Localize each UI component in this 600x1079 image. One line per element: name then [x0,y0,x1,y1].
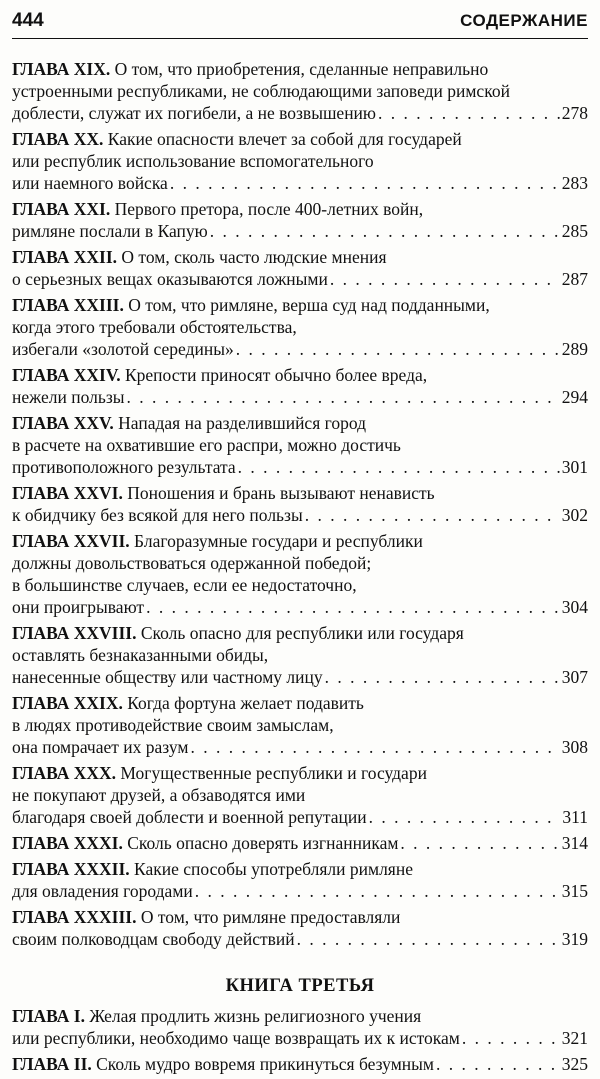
dot-leader [400,832,559,854]
chapter-title-text: Крепости приносят обычно более вреда, [124,365,428,385]
page-reference: 278 [561,103,588,123]
dot-leader [325,666,560,688]
toc-entry-line [12,858,588,880]
dot-leader [305,504,560,526]
chapter-title-text: в большинстве случаев, если ее недостаточно, [12,575,357,595]
page-reference: 304 [561,597,588,617]
chapter-title-text: или республик использование вспомогательного [12,151,374,171]
toc-entry-line [12,246,588,268]
chapter-title-text: благодаря своей доблести и военной репутации [12,807,367,827]
toc-entry [12,246,588,290]
toc-entry [12,906,588,950]
toc-entry-line [12,1005,588,1027]
page-reference: 321 [561,1028,588,1048]
toc-entry-line [12,784,588,806]
toc-entry [12,832,588,854]
toc-entry-line [12,482,588,504]
chapter-title-text: доблести, служат их погибели, а не возвышению [12,103,376,123]
chapter-label: ГЛАВА II. [12,1054,92,1074]
dot-leader [238,456,560,478]
dot-leader [195,880,560,902]
chapter-label: ГЛАВА XXI. [12,199,111,219]
chapter-label: ГЛАВА XXX. [12,763,117,783]
toc-entry [12,198,588,242]
toc-entry-line [12,504,588,526]
dot-leader [236,338,560,360]
toc-entry-line [12,268,588,290]
toc-entry [12,530,588,618]
chapter-title-text: О том, что римляне предоставляли [140,907,401,927]
chapter-title-text: римляне послали в Капую [12,221,208,241]
page-reference: 302 [561,505,588,525]
toc-entry-line [12,928,588,950]
chapter-title-text: должны довольствоваться одержанной победой; [12,553,372,573]
toc-entry-line [12,880,588,902]
page-reference: 289 [561,339,588,359]
dot-leader [127,386,560,408]
toc-entry-line [12,806,588,828]
chapter-label: ГЛАВА XXVI. [12,483,123,503]
toc-entry-line [12,338,588,360]
chapter-title-text: Благоразумные государи и республики [134,531,423,551]
dot-leader [378,102,560,124]
toc-entry [12,692,588,758]
chapter-title-text: когда этого требовали обстоятельства, [12,317,297,337]
toc-entry-line [12,666,588,688]
chapter-label: ГЛАВА XXXII. [12,859,130,879]
toc-entries-book-three [12,1005,588,1075]
toc-entry-line [12,150,588,172]
chapter-title-text: или республики, необходимо чаще возвращать их к истокам [12,1028,460,1048]
page-reference: 325 [561,1054,588,1074]
running-head: СОДЕРЖАНИЕ [460,11,588,30]
chapter-label: ГЛАВА XXVIII. [12,623,137,643]
dot-leader [190,736,559,758]
chapter-title-text: О том, что приобретения, сделанные неправильно [114,59,489,79]
toc-entry-line [12,412,588,434]
toc-entry-line [12,552,588,574]
toc-entry-line [12,1027,588,1049]
chapter-title-text: к обидчику без всякой для него пользы [12,505,303,525]
toc-entry-line [12,456,588,478]
toc-entry-line [12,80,588,102]
toc-entry-line [12,530,588,552]
toc-entry-line [12,644,588,666]
toc-entry-line [12,714,588,736]
page-reference: 294 [561,387,588,407]
chapter-title-text: или наемного войска [12,173,168,193]
chapter-title-text: устроенными республиками, не соблюдающими заповеди римской [12,81,510,101]
toc-entries [12,58,588,950]
chapter-label: ГЛАВА XXIII. [12,295,124,315]
chapter-title-text: Желая продлить жизнь религиозного учения [89,1006,422,1026]
dot-leader [146,596,560,618]
toc-entry-line [12,128,588,150]
toc-entry-line [12,220,588,242]
toc-entry [12,58,588,124]
dot-leader [297,928,560,950]
page-header [12,10,588,32]
chapter-title-text: Когда фортуна желает подавить [127,693,364,713]
toc-entry-line [12,1053,588,1075]
chapter-title-text: Нападая на разделившийся город [118,413,367,433]
toc-entry-line [12,102,588,124]
toc-entry-line [12,692,588,714]
chapter-title-text: не покупают друзей, а обзаводятся ими [12,785,306,805]
toc-entry [12,412,588,478]
chapter-label: ГЛАВА XXXI. [12,833,123,853]
header-rule [12,38,588,39]
page-reference: 285 [561,221,588,241]
chapter-title-text: оставлять безнаказанными обиды, [12,645,269,665]
toc-entry [12,128,588,194]
toc-entry [12,482,588,526]
chapter-title-text: о серьезных вещах оказываются ложными [12,269,328,289]
chapter-title-text: они проигрывают [12,597,145,617]
page-reference: 314 [561,833,588,853]
chapter-title-text: Какие способы употребляли римляне [134,859,413,879]
chapter-label: ГЛАВА XXIX. [12,693,123,713]
toc-entry-line [12,364,588,386]
page-reference: 283 [561,173,588,193]
page-number: 444 [12,10,44,31]
toc-entry [12,1053,588,1075]
page-reference: 311 [562,807,588,827]
chapter-title-text: избегали «золотой середины» [12,339,234,359]
toc-entry [12,1005,588,1049]
toc-entry-line [12,832,588,854]
chapter-label: ГЛАВА XX. [12,129,104,149]
toc-entry-line [12,294,588,316]
dot-leader [170,172,560,194]
toc-entry-line [12,596,588,618]
page-reference: 287 [561,269,588,289]
chapter-title-text: в расчете на охватившие его распри, можно достичь [12,435,401,455]
chapter-label: ГЛАВА XXII. [12,247,118,267]
toc-entry-line [12,198,588,220]
chapter-title-text: О том, сколь часто людские мнения [121,247,387,267]
dot-leader [330,268,560,290]
chapter-label: ГЛАВА XXIV. [12,365,121,385]
chapter-title-text: нанесенные обществу или частному лицу [12,667,323,687]
dot-leader [462,1027,560,1049]
page-reference: 319 [561,929,588,949]
chapter-title-text: для овладения городами [12,881,193,901]
chapter-title-text: Могущественные республики и государи [120,763,427,783]
chapter-label: ГЛАВА XIX. [12,59,111,79]
chapter-label: ГЛАВА XXVII. [12,531,130,551]
chapter-title-text: Первого претора, после 400-летних войн, [114,199,424,219]
page-reference: 308 [561,737,588,757]
toc-entry-line [12,316,588,338]
chapter-title-text: Какие опасности влечет за собой для государей [107,129,462,149]
chapter-title-text: Сколь опасно доверять изгнанникам [127,833,399,853]
chapter-title-text: нежели пользы [12,387,125,407]
chapter-title-text: она помрачает их разум [12,737,189,757]
chapter-title-text: О том, что римляне, верша суд над подданными, [128,295,490,315]
toc-entry-line [12,574,588,596]
toc-entry [12,762,588,828]
toc-entry-line [12,58,588,80]
chapter-label: ГЛАВА I. [12,1006,85,1026]
toc-entry-line [12,434,588,456]
toc-entry [12,294,588,360]
toc-entry-line [12,622,588,644]
dot-leader [369,806,561,828]
page-reference: 301 [561,457,588,477]
chapter-title-text: своим полководцам свободу действий [12,929,295,949]
book-three-title: КНИГА ТРЕТЬЯ [225,976,375,996]
toc-entry [12,858,588,902]
toc-entry-line [12,736,588,758]
chapter-label: ГЛАВА XXV. [12,413,114,433]
toc-entry-line [12,906,588,928]
chapter-title-text: противоположного результата [12,457,236,477]
toc-entry-line [12,172,588,194]
toc-entry [12,622,588,688]
toc-entry-line [12,762,588,784]
chapter-title-text: Поношения и брань вызывают ненависть [127,483,435,503]
dot-leader [436,1053,560,1075]
page-reference: 307 [561,667,588,687]
chapter-title-text: Сколь мудро вовремя прикинуться безумным [96,1054,434,1074]
page-reference: 315 [561,881,588,901]
toc-entry [12,364,588,408]
chapter-title-text: в людях противодействие своим замыслам, [12,715,334,735]
dot-leader [210,220,560,242]
table-of-contents [12,58,588,1079]
toc-entry-line [12,386,588,408]
chapter-title-text: Сколь опасно для республики или государя [140,623,464,643]
chapter-label: ГЛАВА XXXIII. [12,907,137,927]
